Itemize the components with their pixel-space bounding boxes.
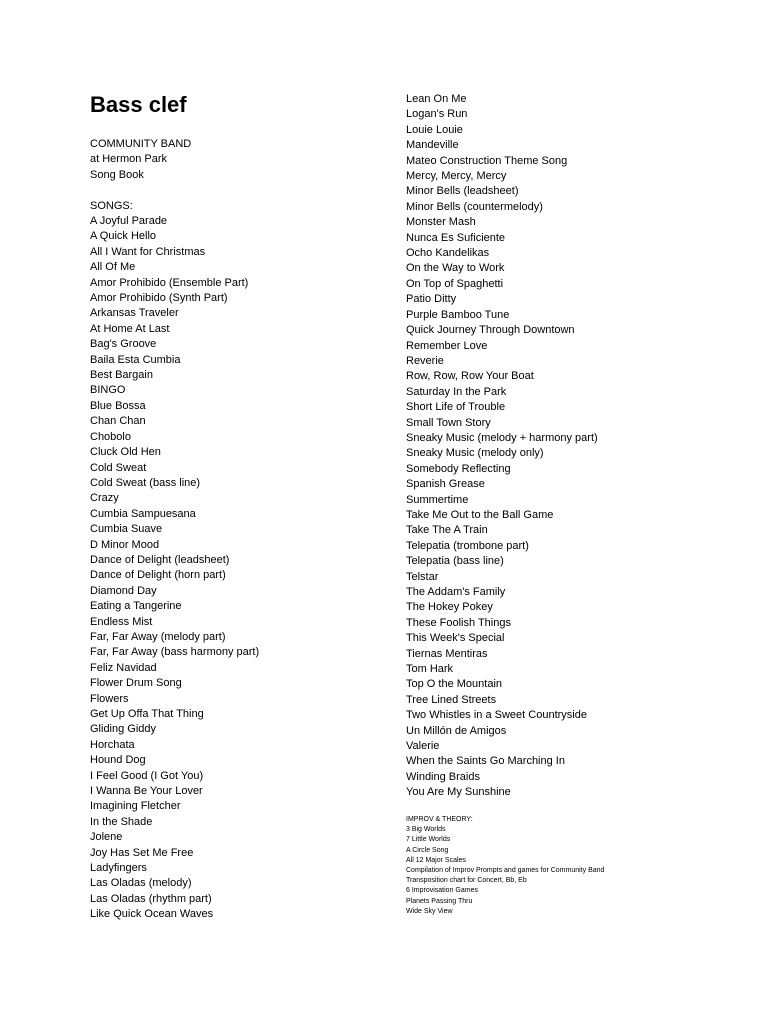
list-item: Mateo Construction Theme Song xyxy=(406,154,568,167)
list-item: All 12 Major Scales xyxy=(406,856,466,864)
list-item: All I Want for Christmas xyxy=(90,245,206,258)
list-item: Sneaky Music (melody only) xyxy=(406,447,544,460)
list-item: I Feel Good (I Got You) xyxy=(90,769,204,782)
list-item: Gliding Giddy xyxy=(90,723,157,736)
list-item: Tiernas Mentiras xyxy=(406,647,488,660)
list-item: Crazy xyxy=(90,492,119,505)
list-item: Cluck Old Hen xyxy=(90,446,161,459)
list-item: Dance of Delight (horn part) xyxy=(90,569,226,582)
book-label: Song Book xyxy=(90,168,144,181)
list-item: Top O the Mountain xyxy=(406,678,503,691)
list-item: You Are My Sunshine xyxy=(406,786,511,799)
right-column xyxy=(406,92,746,801)
spacer xyxy=(90,183,390,198)
list-item: Minor Bells (leadsheet) xyxy=(406,185,519,198)
list-item: 6 Improvisation Games xyxy=(406,887,478,895)
list-item: Flowers xyxy=(90,692,129,705)
list-item: Las Oladas (melody) xyxy=(90,877,192,890)
list-item: Somebody Reflecting xyxy=(406,462,511,475)
list-item: Amor Prohibido (Ensemble Part) xyxy=(90,276,249,289)
list-item: Flower Drum Song xyxy=(90,677,182,690)
band-name: COMMUNITY BAND xyxy=(90,138,192,150)
improv-section xyxy=(406,815,746,917)
list-item: Purple Bamboo Tune xyxy=(406,308,510,321)
list-item: On Top of Spaghetti xyxy=(406,277,504,290)
list-item: Telstar xyxy=(406,570,439,583)
list-item: At Home At Last xyxy=(90,322,170,335)
list-item: Row, Row, Row Your Boat xyxy=(406,370,534,383)
list-item: I Wanna Be Your Lover xyxy=(90,785,203,798)
list-item: Wide Sky View xyxy=(406,907,453,915)
list-item: Sneaky Music (melody + harmony part) xyxy=(406,431,598,444)
list-item: Las Oladas (rhythm part) xyxy=(90,892,212,905)
list-item: These Foolish Things xyxy=(406,616,511,629)
list-item: Nunca Es Suficiente xyxy=(406,231,506,244)
list-item: Spanish Grease xyxy=(406,478,485,491)
list-item: Saturday In the Park xyxy=(406,385,507,398)
list-item: Telepatia (trombone part) xyxy=(406,539,529,552)
list-item: The Addam's Family xyxy=(406,586,506,598)
list-item: 3 Big Worlds xyxy=(406,826,446,834)
improv-list xyxy=(406,825,746,917)
list-item: On the Way to Work xyxy=(406,262,505,275)
list-item: Telepatia (bass line) xyxy=(406,555,504,568)
list-item: Reverie xyxy=(406,354,444,367)
list-item: Quick Journey Through Downtown xyxy=(406,324,575,337)
list-item: Jolene xyxy=(90,831,123,844)
list-item: Far, Far Away (bass harmony part) xyxy=(90,646,260,659)
list-item: Minor Bells (countermelody) xyxy=(406,200,543,213)
list-item: Planets Passing Thru xyxy=(406,897,473,905)
list-item: Far, Far Away (melody part) xyxy=(90,630,226,643)
list-item: Logan's Run xyxy=(406,108,468,121)
list-item: Dance of Delight (leadsheet) xyxy=(90,553,230,566)
list-item: Get Up Offa That Thing xyxy=(90,708,204,721)
songs-list-right xyxy=(406,92,746,801)
list-item: Tom Hark xyxy=(406,663,454,676)
list-item: Patio Ditty xyxy=(406,293,457,306)
list-item: Endless Mist xyxy=(90,615,153,628)
songs-heading: SONGS: xyxy=(90,199,133,212)
list-item: Remember Love xyxy=(406,339,488,352)
list-item: Tree Lined Streets xyxy=(406,693,497,706)
list-item: Blue Bossa xyxy=(90,399,146,412)
list-item: A Circle Song xyxy=(406,846,449,854)
improv-heading: IMPROV & THEORY: xyxy=(406,816,473,823)
list-item: A Joyful Parade xyxy=(90,215,168,228)
left-column xyxy=(90,137,390,923)
list-item: The Hokey Pokey xyxy=(406,601,493,614)
list-item: Hound Dog xyxy=(90,754,146,767)
list-item: BINGO xyxy=(90,384,126,397)
list-item: Horchata xyxy=(90,738,135,751)
list-item: Like Quick Ocean Waves xyxy=(90,908,214,921)
list-item: Chan Chan xyxy=(90,415,146,428)
list-item: Eating a Tangerine xyxy=(90,600,182,613)
band-location: at Hermon Park xyxy=(90,153,168,166)
list-item: Take Me Out to the Ball Game xyxy=(406,508,554,521)
list-item: Best Bargain xyxy=(90,369,153,382)
list-item: Transposition chart for Concert, Bb, Eb xyxy=(406,877,527,885)
list-item: Ocho Kandelikas xyxy=(406,247,490,260)
list-item: Cumbia Suave xyxy=(90,523,163,536)
list-item: Cold Sweat xyxy=(90,461,147,474)
list-item: Monster Mash xyxy=(406,216,476,229)
list-item: Small Town Story xyxy=(406,416,491,429)
list-item: Lean On Me xyxy=(406,93,467,105)
list-item: Short Life of Trouble xyxy=(406,401,506,414)
list-item: This Week's Special xyxy=(406,632,505,645)
list-item: Cumbia Sampuesana xyxy=(90,507,196,520)
list-item: Louie Louie xyxy=(406,123,463,136)
list-item: Two Whistles in a Sweet Countryside xyxy=(406,709,587,722)
list-item: Arkansas Traveler xyxy=(90,307,179,320)
list-item: When the Saints Go Marching In xyxy=(406,755,565,768)
list-item: Baila Esta Cumbia xyxy=(90,353,181,366)
list-item: Mandeville xyxy=(406,139,459,152)
list-item: Take The A Train xyxy=(406,524,488,537)
list-item: Joy Has Set Me Free xyxy=(90,846,194,859)
list-item: A Quick Hello xyxy=(90,230,157,243)
list-item: All Of Me xyxy=(90,261,136,274)
list-item: Un Millón de Amigos xyxy=(406,724,507,737)
list-item: Diamond Day xyxy=(90,584,157,597)
songs-list-left xyxy=(90,214,390,923)
list-item: Ladyfingers xyxy=(90,862,147,875)
list-item: Mercy, Mercy, Mercy xyxy=(406,170,507,183)
list-item: D Minor Mood xyxy=(90,538,160,551)
list-item: Feliz Navidad xyxy=(90,661,157,674)
list-item: Summertime xyxy=(406,493,469,506)
list-item: Winding Braids xyxy=(406,770,480,783)
list-item: Imagining Fletcher xyxy=(90,800,181,813)
list-item: Chobolo xyxy=(90,430,131,443)
list-item: Bag's Groove xyxy=(90,338,157,351)
list-item: Compilation of Improv Prompts and games for Community Band xyxy=(406,867,605,875)
list-item: Amor Prohibido (Synth Part) xyxy=(90,292,228,305)
list-item: Valerie xyxy=(406,740,440,753)
list-item: Cold Sweat (bass line) xyxy=(90,476,201,489)
list-item: 7 Little Worlds xyxy=(406,836,451,844)
page-title: Bass clef xyxy=(90,92,187,117)
list-item: In the Shade xyxy=(90,815,153,828)
